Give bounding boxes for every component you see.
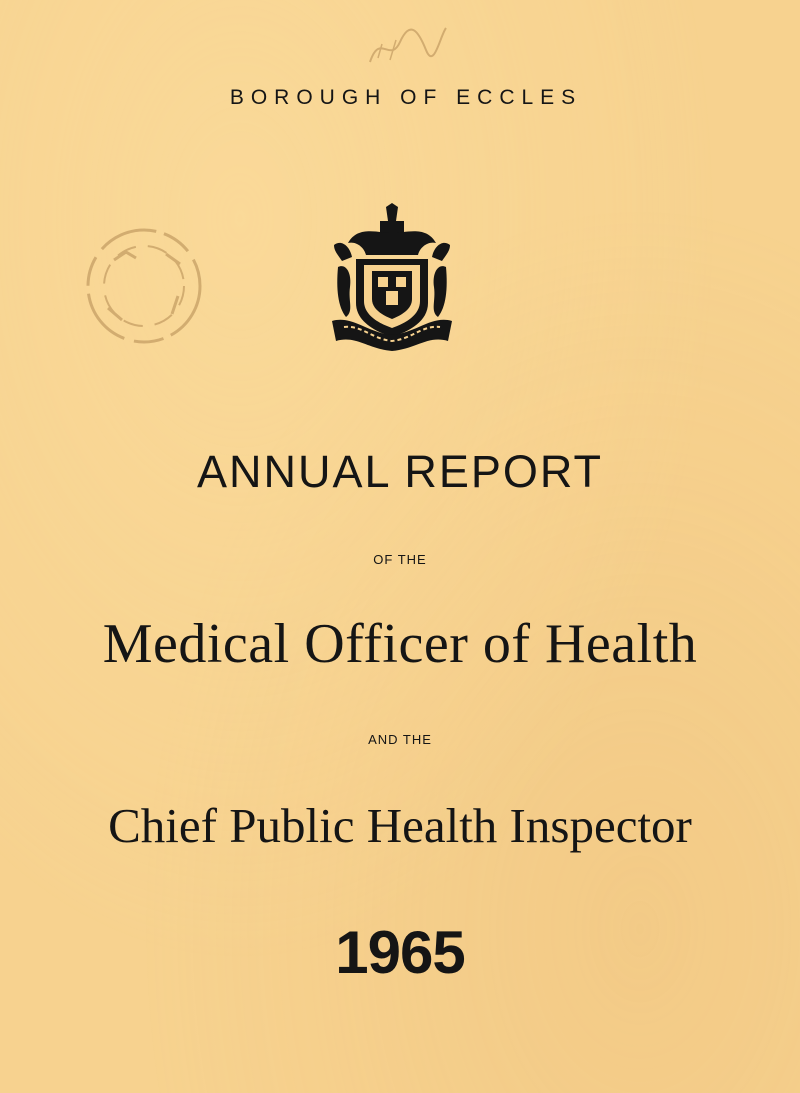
borough-name: BOROUGH OF ECCLES [229,86,583,109]
report-year: 1965 [335,919,465,986]
inspector-title: Chief Public Health Inspector [108,798,692,853]
officer-title: Medical Officer of Health [102,613,698,675]
and-the-connector: AND THE [368,732,432,747]
borough-crest-icon [328,203,456,355]
annual-report-title: ANNUAL REPORT [196,446,604,497]
library-mark-icon [360,22,450,70]
of-the-connector: OF THE [373,552,427,567]
faded-stamp-icon [74,220,214,360]
